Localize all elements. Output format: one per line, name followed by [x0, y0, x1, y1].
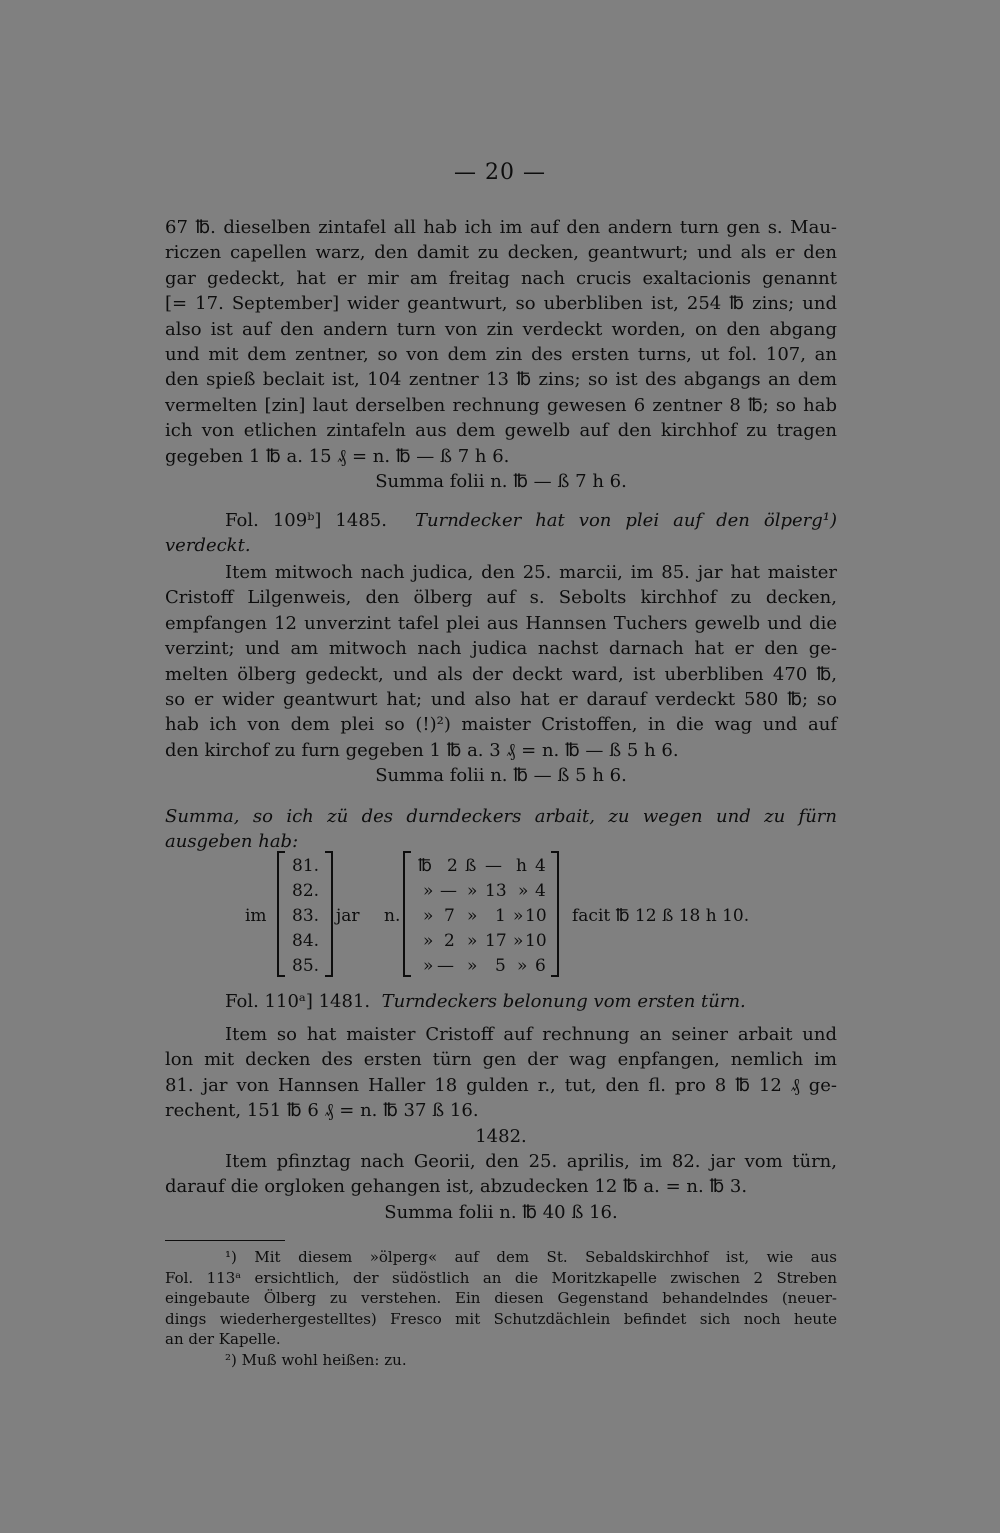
amount-cell: » — [513, 906, 524, 926]
text-line: den kirchof zu furn gegeben 1 ℔ a. 3 ₰ = n. ℔ — ß 5 h 6. — [165, 739, 679, 761]
text-line: rechent, 151 ℔ 6 ₰ = n. ℔ 37 ß 16. — [165, 1100, 479, 1122]
facit-total: facit ℔ 12 ß 18 h 10. — [572, 906, 750, 926]
text-line: Cristoff Lilgenweis, den ölberg auf s. Sebolts kirchhof zu decken, — [165, 587, 837, 609]
text-line: empfangen 12 unverzint tafel plei aus Hannsen Tuchers gewelb und die — [165, 612, 837, 634]
section-heading-2 — [165, 508, 837, 559]
folio-reference: Fol. 109ᵇ] 1485. — [225, 510, 387, 531]
amount-cell: — — [485, 856, 502, 876]
footnotes — [165, 1247, 837, 1370]
paragraph-1 — [165, 215, 837, 494]
amount-cell: » — [423, 931, 434, 951]
section-heading-3 — [165, 989, 837, 1014]
summa-heading — [165, 804, 837, 855]
section-title-line — [165, 989, 837, 1014]
amount-cell: 6 — [535, 956, 546, 976]
text-line: verzint; und am mitwoch nach judica nachst darnach hat er den ge- — [165, 638, 837, 660]
year-cell: 82. — [292, 881, 320, 901]
section-title: Turndecker hat von plei auf den ölperg¹) — [414, 510, 837, 531]
amount-cell: 10 — [525, 931, 547, 951]
text-line: riczen capellen warz, den damit zu decken, geantwurt; und als er den — [165, 242, 837, 264]
folio-reference: Fol. 110ᵃ] 1481. — [225, 991, 371, 1012]
amount-cell: » — [423, 906, 434, 926]
amount-cell: » — [467, 956, 478, 976]
summa-heading-line: Summa, so ich zü des durndeckers arbait, zu wegen und zu fürn — [165, 806, 837, 827]
amount-cell: 10 — [525, 906, 547, 926]
footnote-rule — [165, 1240, 285, 1241]
right-brace — [325, 851, 333, 977]
section-title-line — [165, 508, 837, 533]
text-line: 81. jar von Hannsen Haller 18 gulden r., tut, den fl. pro 8 ℔ 12 ₰ ge- — [165, 1074, 837, 1096]
footnote-line: ²) Muß wohl heißen: zu. — [225, 1350, 407, 1369]
footnote-line: Fol. 113ᵃ ersichtlich, der südöstlich an die Moritzkapelle zwischen 2 Streben — [165, 1268, 837, 1287]
amount-cell: » — [518, 881, 529, 901]
amount-cell: 2 — [444, 931, 455, 951]
text-line: und mit dem zentner, so von dem zin des ersten turns, ut fol. 107, an — [165, 343, 837, 365]
summary-table — [165, 849, 837, 977]
amount-cell: 5 — [495, 956, 506, 976]
page-number: — 20 — — [454, 160, 546, 185]
amount-cell: 1 — [495, 906, 506, 926]
amount-cell: 17 — [485, 931, 507, 951]
text-line: melten ölberg gedeckt, und als der deckt ward, ist uberbliben 470 ℔, — [165, 663, 837, 685]
footnote-line: an der Kapelle. — [165, 1330, 281, 1348]
text-line: Item so hat maister Cristoff auf rechnung an seiner arbait und — [225, 1024, 837, 1045]
section-title: Turndeckers belonung vom ersten türn. — [381, 991, 746, 1012]
amount-cell: ℔ — [418, 856, 432, 876]
table-label-jar: jar — [336, 906, 360, 926]
text-line: gar gedeckt, hat er mir am freitag nach crucis exaltacionis genannt — [165, 267, 837, 289]
text-line: Item pfinztag nach Georii, den 25. aprilis, im 82. jar vom türn, — [225, 1150, 837, 1172]
text-line: ich von etlichen zintafeln aus dem gewelb auf den kirchhof zu tragen — [165, 420, 837, 442]
footnote-line: eingebaute Ölberg zu verstehen. Ein diesen Gegenstand behandelndes (neuer- — [165, 1289, 837, 1307]
text-line: [= 17. September] wider geantwurt, so uberbliben ist, 254 ℔ zins; und — [165, 293, 837, 315]
summa-line: Summa folii n. ℔ — ß 7 h 6. — [375, 470, 627, 492]
amount-cell: 7 — [444, 906, 455, 926]
text-line: 67 ℔. dieselben zintafel all hab ich im auf den andern turn gen s. Mau- — [165, 217, 837, 238]
amount-cell: » — [423, 881, 434, 901]
amount-cell: — — [437, 956, 454, 976]
amount-cell: 13 — [485, 881, 507, 901]
text-line: so er wider geantwurt hat; und also hat er darauf verdeckt 580 ℔; so — [165, 688, 837, 710]
amount-cell: » — [513, 931, 524, 951]
year-heading: 1482. — [475, 1125, 527, 1147]
text-line: gegeben 1 ℔ a. 15 ₰ = n. ℔ — ß 7 h 6. — [165, 445, 510, 467]
amount-cell: » — [517, 956, 528, 976]
text-line: Item mitwoch nach judica, den 25. marcii, im 85. jar hat maister — [225, 562, 837, 583]
amount-cell: 4 — [535, 881, 546, 901]
left-brace — [403, 851, 411, 977]
amount-cell: » — [467, 906, 478, 926]
text-line: vermelten [zin] laut derselben rechnung gewesen 6 zentner 8 ℔; so hab — [165, 394, 837, 416]
year-cell: 81. — [292, 856, 320, 876]
amount-cell: » — [423, 956, 434, 976]
summa-heading-line: ausgeben hab: — [165, 831, 299, 853]
summa-line: Summa folii n. ℔ 40 ß 16. — [384, 1201, 618, 1223]
text-line: also ist auf den andern turn von zin verdeckt worden, on den abgang — [165, 318, 837, 340]
year-cell: 83. — [292, 906, 320, 926]
amount-cell: 2 — [447, 856, 458, 876]
text-line: darauf die orgloken gehangen ist, abzudecken 12 ℔ a. = n. ℔ 3. — [165, 1176, 748, 1198]
text-line: lon mit decken des ersten türn gen der wag enpfangen, nemlich im — [165, 1049, 837, 1071]
table-label-n: n. — [384, 906, 401, 926]
amount-cell: 4 — [535, 856, 546, 876]
text-line: den spieß beclait ist, 104 zentner 13 ℔ zins; so ist des abgangs an dem — [165, 369, 837, 391]
year-cell: 84. — [292, 931, 320, 951]
right-brace — [551, 851, 559, 977]
footnote-line: dings wiederhergestelltes) Fresco mit Schutzdächlein befindet sich noch heute — [165, 1309, 837, 1328]
amount-cell: — — [440, 881, 457, 901]
summa-line: Summa folii n. ℔ — ß 5 h 6. — [375, 765, 627, 787]
text-line: hab ich von dem plei so (!)²) maister Cristoffen, in die wag und auf — [165, 714, 837, 736]
left-brace — [277, 851, 285, 977]
table-label-im: im — [245, 906, 267, 926]
paragraph-2 — [165, 560, 837, 789]
amount-cell: » — [467, 931, 478, 951]
amount-cell: » — [467, 881, 478, 901]
year-cell: 85. — [292, 956, 320, 976]
footnote-line: ¹) Mit diesem »ölperg« auf dem St. Sebaldskirchhof ist, wie aus — [225, 1248, 837, 1266]
section-title-continued: verdeckt. — [165, 535, 251, 557]
amount-cell: ß — [465, 856, 477, 876]
paragraph-3 — [165, 1022, 837, 1225]
amount-cell: h — [516, 856, 527, 876]
